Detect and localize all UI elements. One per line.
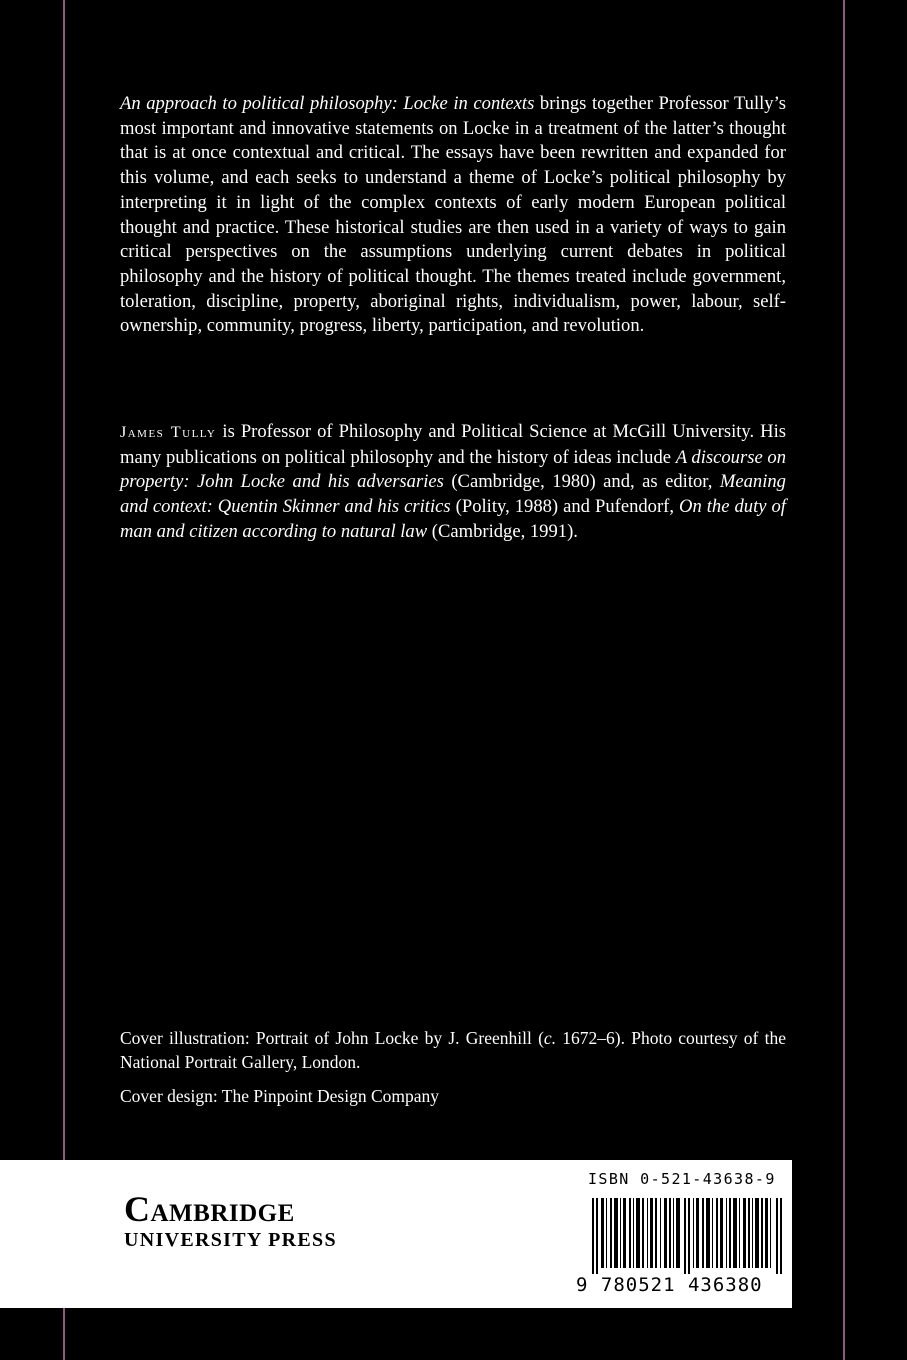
bio-text-3: (Polity, 1988) and Pufendorf, xyxy=(450,496,680,518)
publisher-subtitle: UNIVERSITY PRESS xyxy=(124,1229,337,1251)
author-name: James Tully xyxy=(120,424,217,441)
right-border-rule xyxy=(843,0,845,1360)
author-bio-paragraph xyxy=(120,420,786,545)
left-border-rule xyxy=(63,0,65,1360)
blurb-paragraph xyxy=(120,92,786,339)
bio-text-2: (Cambridge, 1980) and, as editor, xyxy=(443,471,720,493)
illus-credit-circa: c. xyxy=(543,1028,557,1048)
bio-book-2: Meaning and context: Quentin Skinner and his critics xyxy=(120,471,786,518)
publisher-name: Cambridge xyxy=(124,1189,295,1229)
bio-book-3: On the duty of man and citizen according to natural law xyxy=(120,496,786,542)
blurb-text: brings together Professor Tully’s most important and innovative statements on Locke in a treatment of the latter’s thought that is at once contextual and critical. The essays have been rewritten and expanded for this volume, and each seeks to understand a theme of Locke’s political philosophy by interpreting it in light of the complex contexts of early modern European political thought and practice. These historical studies are then used in a variety of ways to gain critical perspectives on the assumptions underlying current debates in political philosophy and the history of political thought. The themes treated include government, toleration, discipline, property, aboriginal rights, individualism, power, labour, self-ownership, community, progress, liberty, participation, and revolution. xyxy=(120,93,786,337)
cover-design-credit: Cover design: The Pinpoint Design Company xyxy=(120,1086,440,1106)
book-title: An approach to political philosophy: Locke in contexts xyxy=(120,93,535,114)
bio-text-4: (Cambridge, 1991). xyxy=(427,520,578,542)
bio-text-1: is Professor of Philosophy and Political Science at McGill University. His many publications on political philosophy and the history of ideas include xyxy=(120,421,786,468)
barcode xyxy=(592,1198,782,1274)
isbn-label: ISBN 0-521-43638-9 xyxy=(588,1170,776,1188)
bio-book-1: A discourse on property: John Locke and his adversaries xyxy=(120,446,786,493)
publisher-logo xyxy=(124,1190,337,1252)
cover-illustration-credit xyxy=(120,1026,786,1074)
barcode-number: 9 780521 436380 xyxy=(576,1274,763,1296)
illus-credit-b: 1672–6). Photo courtesy of the National Portrait Gallery, London. xyxy=(120,1028,786,1072)
illus-credit-a: Cover illustration: Portrait of John Locke by J. Greenhill ( xyxy=(120,1028,544,1048)
